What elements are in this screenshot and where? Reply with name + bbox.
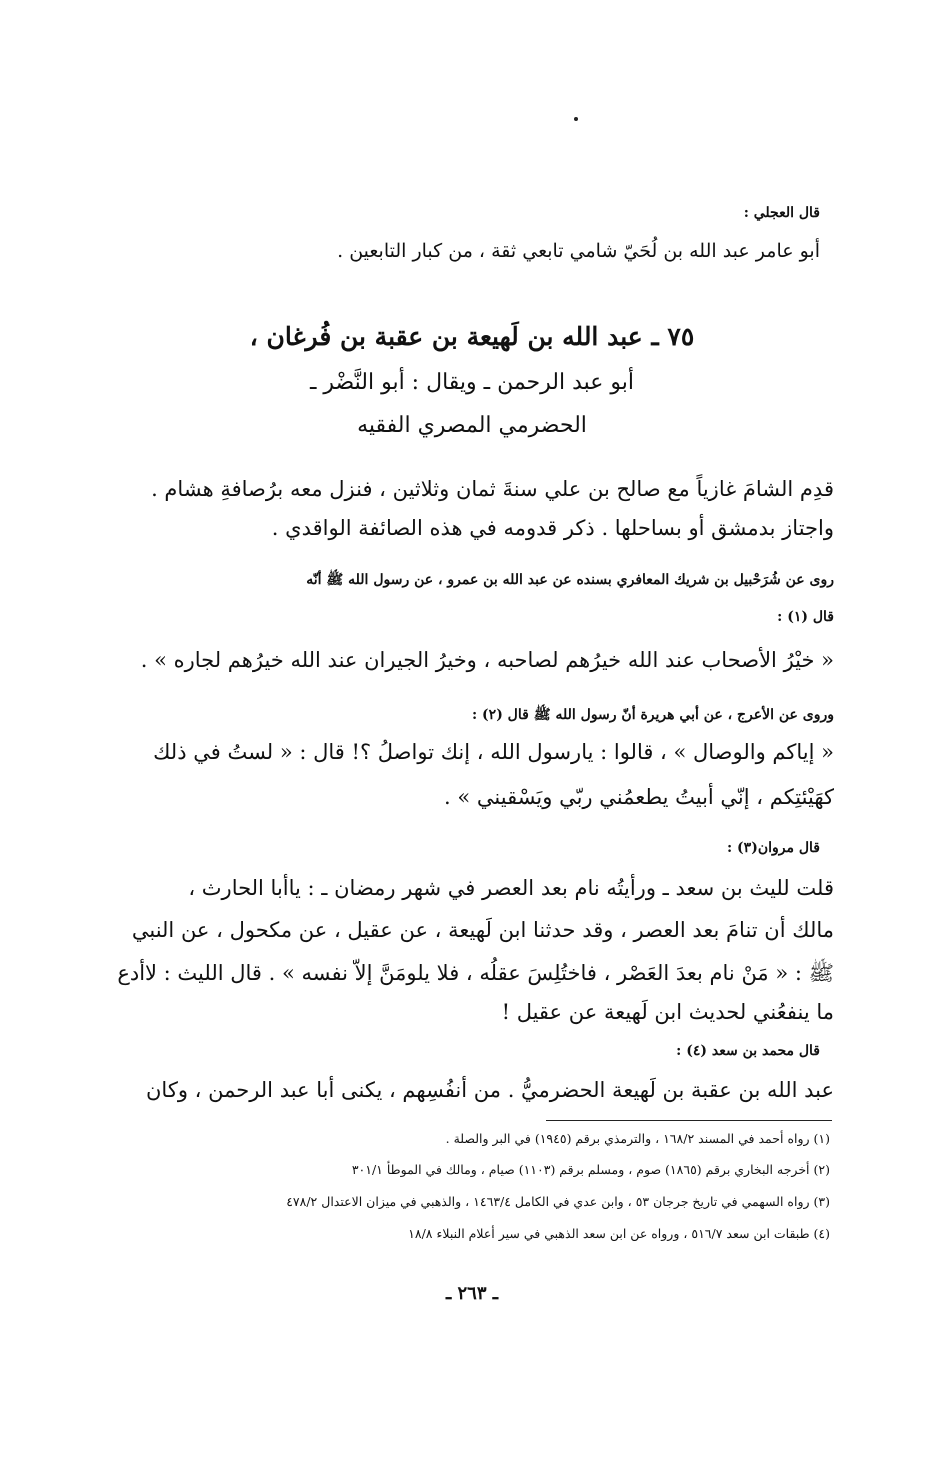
para-1-line-1: قدِم الشامَ غازياً مع صالح بن علي سنةَ ثمان وثلاثين ، فنزل معه برُصافةِ هشام .: [151, 477, 834, 501]
label-ibn-saad: قال محمد بن سعد (٤) :: [676, 1043, 820, 1059]
stray-dot: [574, 117, 578, 121]
page-number: ـ ٢٦٣ ـ: [445, 1283, 499, 1304]
line-ijli: أبو عامر عبد الله بن لُحَيّ شامي تابعي ثقة ، من كبار التابعين .: [337, 240, 820, 262]
footnote-1: (١) رواه أحمد في المسند ١٦٨/٢ ، والترمذي برقم (١٩٤٥) في البر والصلة .: [445, 1131, 830, 1146]
para-2-line-1: روى عن شُرَحْبيل بن شريك المعافري بسنده عن عبد الله بن عمرو ، عن رسول الله ﷺ أنّه: [306, 572, 834, 588]
hadith-2-line-1: « إياكم والوصال » ، قالوا : يارسول الله ، إنك تواصلُ ؟! قال : « لستُ في ذلك: [153, 740, 834, 764]
para-4-line-4: ما ينفعُني لحديث ابن لَهيعة عن عقيل !: [501, 1000, 834, 1024]
para-3: وروى عن الأعرج ، عن أبي هريرة أنّ رسول الله ﷺ قال (٢) :: [471, 707, 834, 723]
entry-kunya: أبو عبد الرحمن ـ ويقال : أبو النَّضْر ـ: [309, 370, 635, 395]
footnote-4: (٤) طبقات ابن سعد ٥١٦/٧ ، ورواه عن ابن سعد الذهبي في سير أعلام النبلاء ١٨/٨: [408, 1226, 830, 1241]
para-5: عبد الله بن عقبة بن لَهيعة الحضرميُّ . من أنفُسِهم ، يكنى أبا عبد الرحمن ، وكان: [146, 1078, 834, 1102]
para-4-line-1: قلت لليث بن سعد ـ ورأيتُه نام بعد العصر في شهر رمضان ـ : ياأبا الحارث ،: [188, 876, 834, 900]
para-2-line-2: قال (١) :: [777, 609, 834, 625]
para-4-line-2: مالك أن تنامَ بعد العصر ، وقد حدثنا ابن لَهيعة ، عن عقيل ، عن مكحول ، عن النبي: [131, 918, 834, 942]
entry-nisba: الحضرمي المصري الفقيه: [357, 413, 587, 438]
footnote-3: (٣) رواه السهمي في تاريخ جرجان ٥٣ ، وابن عدي في الكامل ١٤٦٣/٤ ، والذهبي في ميزان الاعتدال ٤٧٨/٢: [286, 1194, 830, 1209]
entry-title: ٧٥ ـ عبد الله بن لَهيعة بن عقبة بن فُرغان ،: [249, 322, 695, 351]
footnote-separator: [546, 1120, 832, 1121]
hadith-1: « خيْرُ الأصحاب عند الله خيرُهم لصاحبه ، وخيرُ الجيران عند الله خيرُهم لجاره » .: [140, 648, 834, 672]
label-ijli: قال العجلي :: [743, 205, 820, 221]
para-4-line-3: ﷺ : « مَنْ نام بعدَ العَصْر ، فاختُلِسَ عقلُه ، فلا يلومَنَّ إلاّ نفسه » . قال الليث : لاأدع: [117, 961, 834, 985]
label-marwan: قال مروان(٣) :: [727, 840, 820, 856]
footnote-2: (٢) أخرجه البخاري برقم (١٨٦٥) صوم ، ومسلم برقم (١١٠٣) صيام ، ومالك في الموطأ ٣٠١/١: [351, 1162, 830, 1177]
para-1-line-2: واجتاز بدمشق أو بساحلها . ذكر قدومه في هذه الصائفة الواقدي .: [271, 516, 834, 540]
hadith-2-line-2: كهَيْئتِكم ، إنّي أبيتُ يطعمُني ربّي ويَسْقيني » .: [444, 785, 834, 809]
